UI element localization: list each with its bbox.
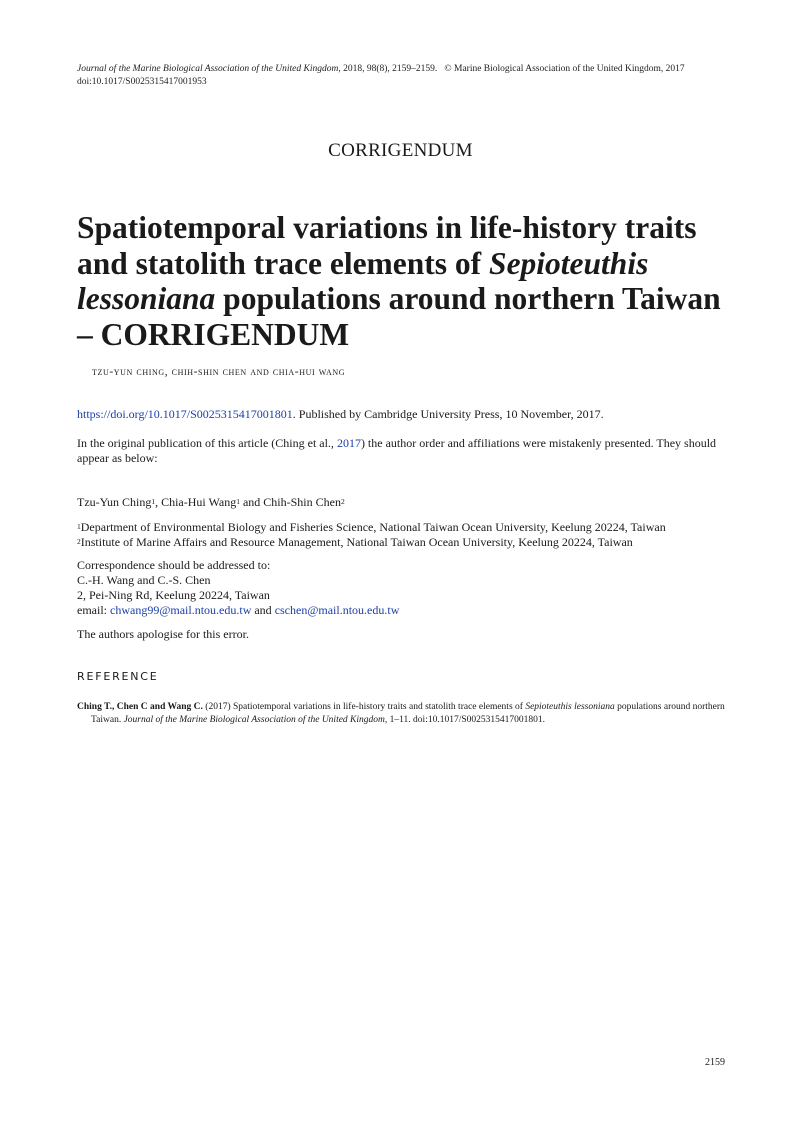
correspondence-names: C.-H. Wang and C.-S. Chen xyxy=(77,573,211,587)
citation-year-link[interactable]: 2017 xyxy=(336,436,361,450)
header-doi: doi:10.1017/S0025315417001953 xyxy=(77,77,207,87)
author-name: Tzu-Yun Ching xyxy=(77,495,152,509)
author-separator: and xyxy=(239,495,264,509)
affiliation xyxy=(77,535,727,550)
publication-note: . Published by Cambridge University Press, 10 November, 2017. xyxy=(292,407,604,421)
reference-entry xyxy=(77,701,739,727)
title-part-1: Spatiotemporal variations in life-history traits and statolith trace elements of xyxy=(77,210,697,281)
reference-details: , 1–11. doi:10.1017/S0025315417001801. xyxy=(384,715,546,725)
intro-paragraph xyxy=(77,436,727,466)
reference-title-b: populations around northern Taiwan. xyxy=(91,702,725,725)
reference-journal: Journal of the Marine Biological Association of the United Kingdom xyxy=(123,715,385,725)
affiliation-text: Department of Environmental Biology and Fisheries Science, National Taiwan Ocean University, Keelung 20224, Taiwan xyxy=(80,520,666,534)
correspondence-block xyxy=(77,558,727,618)
correspondence-heading: Correspondence should be addressed to: xyxy=(77,558,271,572)
correspondence-address: 2, Pei-Ning Rd, Keelung 20224, Taiwan xyxy=(77,588,270,602)
reference-species: Sepioteuthis lessoniana xyxy=(525,702,615,712)
affiliation xyxy=(77,520,727,535)
page-number: 2159 xyxy=(705,1057,725,1068)
corrected-author-list xyxy=(77,495,727,510)
correspondence-emails xyxy=(77,603,727,618)
header-volume-pages: , 2018, 98(8), 2159–2159. xyxy=(338,64,438,74)
reference-authors: Ching T., Chen C and Wang C. xyxy=(77,702,203,712)
original-article-doi-link[interactable]: https://doi.org/10.1017/S0025315417001801 xyxy=(77,407,293,421)
affiliation-marker: 1 xyxy=(236,497,240,506)
email-separator: and xyxy=(251,603,275,617)
title-species: Sepioteuthis lessoniana xyxy=(77,245,649,316)
affiliation-text: Institute of Marine Affairs and Resource Management, National Taiwan Ocean University, Keelung 20224, Taiwan xyxy=(80,535,633,549)
intro-text-before: In the original publication of this article (Ching et al., xyxy=(77,436,334,450)
header-citation-line xyxy=(77,63,737,76)
reference-heading: REFERENCE xyxy=(77,670,159,683)
email-link-chen[interactable]: cschen@mail.ntou.edu.tw xyxy=(274,603,400,617)
email-label: email: xyxy=(77,603,110,617)
affiliation-marker: 2 xyxy=(340,497,345,506)
author-name: Chia-Hui Wang xyxy=(161,495,237,509)
header-journal-name: Journal of the Marine Biological Association of the United Kingdom xyxy=(77,64,339,74)
reference-title-a: (2017) Spatiotemporal variations in life-history traits and statolith trace elements of xyxy=(202,702,526,712)
affiliation-marker: 2 xyxy=(77,537,81,546)
apology-statement: The authors apologise for this error. xyxy=(77,627,249,641)
affiliation-marker: 1 xyxy=(151,497,156,506)
author-name: Chih-Shin Chen xyxy=(263,495,341,509)
running-header xyxy=(77,63,737,89)
corrigendum-notice xyxy=(77,407,727,422)
article-type: CORRIGENDUM xyxy=(328,140,473,161)
affiliation-marker: 1 xyxy=(77,522,81,531)
intro-text-after: ) the author order and affiliations were mistakenly presented. They should appear as below: xyxy=(77,436,717,465)
article-title xyxy=(77,210,737,352)
author-separator: , xyxy=(155,495,162,509)
title-part-2: populations around northern Taiwan – CORRIGENDUM xyxy=(77,281,721,352)
article-authors: tzu-yun ching, chih-shin chen and chia-hui wang xyxy=(92,366,346,378)
header-copyright: © Marine Biological Association of the United Kingdom, 2017 xyxy=(444,64,685,74)
email-link-wang[interactable]: chwang99@mail.ntou.edu.tw xyxy=(110,603,252,617)
